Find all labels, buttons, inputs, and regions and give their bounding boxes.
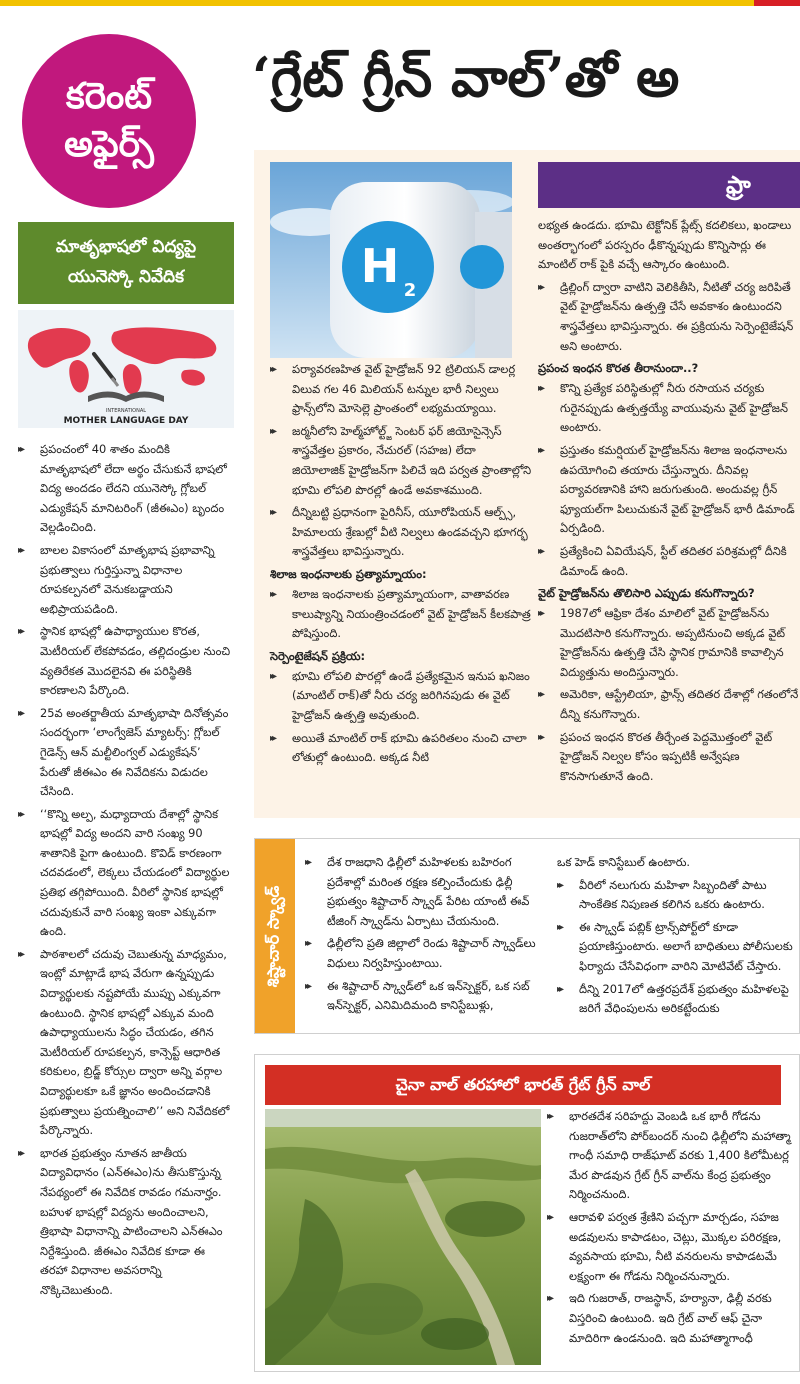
bullet-point: ▸▸ ప్రపంచంలో 40 శాతం మందికి మాతృభాషలో లేదా అర్థం చేసుకునే భాషలో విద్య అందడం లేదని యునెస్కో గ్లోబల్ ఎడ్యుకేషన్ మానిటరింగ్ (జీఈఎం) బృందం వెల్లడించింది. [18, 440, 234, 538]
image-caption-big: MOTHER LANGUAGE DAY [63, 416, 189, 426]
hydrogen-tank-photo [270, 162, 512, 358]
bullet-point: ▸▸ ఇది గుజరాత్, రాజస్థాన్, హర్యానా, ఢిల్లీ వరకు విస్తరించి ఉంటుంది. ఇది గ్రేట్ వాల్ ఆఫ్ చైనా మాదిరిగా ఉండనుంది. ఇది మహాత్మాగాంధీ [547, 1289, 797, 1348]
shishtachar-tab-label: శిష్టాచార్ స్క్వాడ్ [263, 885, 283, 987]
bullet-point: ▸▸ స్థానిక భాషల్లో ఉపాధ్యాయుల కొరత, మెటీరియల్ లేకపోవడం, తల్లిదండ్రుల నుంచి వ్యతిరేకత మొదలైనవి ఈ పరిస్థితికి కారణాలని పేర్కొంది. [18, 622, 234, 700]
bullet-point: ▸▸ 1987లో ఆఫ్రికా దేశం మాలిలో వైట్ హైడ్రోజన్‌ను మొదటిసారి కనుగొన్నారు. అప్పటినుంచి అక్కడ వైట్ హైడ్రోజన్‌ను ఉత్పత్తి చేసి స్థానిక గ్రామానికి కావాల్సిన విద్యుత్తును అందిస్తున్నారు. [538, 604, 800, 682]
bullet-point: ▸▸ ‘‘కొన్ని అల్ప, మధ్యాదాయ దేశాల్లో స్థానిక భాషల్లో విద్య అందని వారి సంఖ్య 90 శాతానికి పైగా ఉంటుంది. కొవిడ్ కారణంగా చదవడంలో, లెక్కలు చేయడంలో విద్యార్థుల ప్రతిభ తగ్గిపోయింది. వీరిలో స్థానిక భాషల్లో చదువుకునే వారి సంఖ్య ఇంకా ఎక్కువగా ఉంది. [18, 805, 234, 942]
world-map-icon [18, 310, 234, 428]
bullet-point: ▸▸ పర్యావరణహిత వైట్ హైడ్రోజన్ 92 ట్రిలియన్ డాలర్ల విలువ గల 46 మిలియన్ టన్నుల భారీ నిల్వలు ఫ్రాన్స్‌లోని మోసెల్లె ప్రాంతంలో లభ్యమయ్యాయి. [270, 360, 532, 419]
white-hydrogen-article [254, 150, 800, 818]
unesco-report-header [18, 222, 234, 304]
bullet-point: ▸▸ జర్మనీలోని హెల్మ్‌హోల్ట్జ్ సెంటర్ ఫర్ జియోసైన్సెస్ శాస్త్రవేత్తల ప్రకారం, నేచురల్ (సహజ) లేదా జియోలాజిక్ హైడ్రోజన్‌గా పిలిచే ఇది పర్వత ప్రాంతాల్లోని భూమి లోపలి పొరల్లో ఉండే అవకాశముంది. [270, 422, 532, 500]
top-color-stripe [0, 0, 800, 6]
bullet-point: ▸▸ దీన్ని 2017లో ఉత్తరప్రదేశ్ ప్రభుత్వం మహిళలపై జరిగే వేధింపులను అరికట్టేందుకు [557, 980, 800, 1019]
bullet-point: ▸▸ భూమి లోపలి పొరల్లో ఉండే ప్రత్యేకమైన ఇనుప ఖనిజం (మాంటిల్ రాక్)తో నీరు చర్య జరిగినపుడు ఈ వైట్ హైడ్రోజన్ ఉత్పత్తి అవుతుంది. [270, 667, 532, 726]
article-column-1 [270, 360, 532, 771]
bullet-point: ▸▸ ఢిల్లీలోని ప్రతి జిల్లాలో రెండు శిష్టాచార్ స్క్వాడ్‌లు విధులు నిర్వహిస్తుంటాయి. [305, 934, 551, 973]
paragraph: లభ్యత ఉండదు. భూమి టెక్టోనిక్ ప్లేట్స్ కదలికలు, ఖండాలు అంతర్భాగంలో పరస్పరం ఢీకొన్నప్పుడు కొన్నిసార్లు ఈ మాంటిల్ రాక్ పైకి వచ్చే ఆస్కారం ఉంటుంది. [538, 218, 792, 272]
bullet-point: ▸▸ దీన్నిబట్టి ప్రధానంగా పైరినీస్, యూరోపియన్ ఆల్ప్స్, హిమాలయ శ్రేణుల్లో వీటి నిల్వలు ఉండవచ్చని భూగర్భ శాస్త్రవేత్తలు భావిస్తున్నారు. [270, 503, 532, 562]
bullet-point: ▸▸ ప్రత్యేకించి ఏవియేషన్, స్టీల్ తదితర పరిశ్రమల్లో దీనికి డిమాండ్ ఉంది. [538, 542, 800, 581]
green-wall-banner: చైనా వాల్ తరహాలో భారత్ గ్రేట్ గ్రీన్ వాల్ [265, 1065, 781, 1105]
top-red-accent [754, 0, 800, 6]
bullet-point: ▸▸ ప్రపంచ ఇంధన కొరత తీర్చేంత పెద్దమొత్తంలో వైట్ హైడ్రోజన్ నిల్వల కోసం ఇప్పటికీ అన్వేషణ కొనసాగుతూనే ఉంది. [538, 728, 800, 787]
bullet-point: ▸▸ పాఠశాలలో చదువు చెబుతున్న మాధ్యమం, ఇంట్లో మాట్లాడే భాష వేరుగా ఉన్నప్పుడు విద్యార్థులకు నష్టపోయే ముప్పు ఎక్కువగా ఉంటుంది. స్థానిక భాషల్లో ఎక్కువ మంది ఉపాధ్యాయులను సిద్ధం చేయడం, తగిన మెటీరియల్ రూపకల్పన, కాన్సెప్ట్ ఆధారిత కరికులం, బ్రిడ్జ్ కోర్సుల ద్వారా అన్ని వర్గాల విద్యార్థులకూ ఒకే జ్ఞానం అందించడానికి ప్రభుత్వాలు ప్రయత్నించాలి’’ అని నివేదికలో పేర్కొన్నారు. [18, 945, 234, 1141]
badge-line-1: కరెంట్ [65, 76, 153, 117]
article-column-2 [538, 216, 800, 789]
svg-text:H: H [360, 239, 400, 293]
subheading: ప్రపంచ ఇంధన కొరత తీరానుందా..? [538, 361, 699, 376]
bullet-point: ▸▸ ఆరావళి పర్వత శ్రేణిని పచ్చగా మార్చడం, సహజ అడవులను కాపాడటం, చెట్లు, మొక్కల పరిరక్షణ, వ్యవసాయ భూమి, నీటి వనరులను కాపాడటమే లక్ష్యంగా ఈ గోడను నిర్మించనున్నారు. [547, 1208, 797, 1286]
hydrogen-tank-icon [270, 162, 512, 358]
shishtachar-squad-article [254, 838, 800, 1034]
bullet-point: ▸▸ శిలాజ ఇంధనాలకు ప్రత్యామ్నాయంగా, వాతావరణ కాలుష్యాన్ని నియంత్రించడంలో వైట్ హైడ్రోజన్ కీలకపాత్ర పోషిస్తుంది. [270, 585, 532, 644]
header-line-1: మాతృభాషలో విద్యపై [55, 237, 197, 257]
section-tag: ఫ్రా [538, 162, 800, 208]
bullet-point: ▸▸ దేశ రాజధాని ఢిల్లీలో మహిళలకు బహిరంగ ప్రదేశాల్లో మరింత రక్షణ కల్పించేందుకు ఢిల్లీ ప్రభుత్వం శిష్టాచార్ స్క్వాడ్ పేరిట యాంటీ ఈవ్ టీజింగ్ స్క్వాడ్‌ను ఏర్పాటు చేయనుంది. [305, 853, 551, 931]
shishtachar-column-2 [557, 853, 800, 1022]
subheading: వైట్ హైడ్రోజన్‌ను తొలిసారి ఎప్పుడు కనుగొన్నారు? [538, 586, 755, 601]
green-wall-article [254, 1054, 800, 1372]
svg-text:2: 2 [403, 280, 417, 301]
unesco-report-text [18, 440, 234, 1301]
badge-line-2: అఫైర్స్ [64, 124, 154, 165]
bullet-point: ▸▸ 25వ అంతర్జాతీయ మాతృభాషా దినోత్సవం సందర్భంగా ‘లాంగ్వేజెస్ మ్యాటర్స్: గ్లోబల్ గైడెన్స్ ఆన్ మల్టీలింగ్వల్ ఎడ్యుకేషన్’ పేరుతో జీఈఎం ఈ నివేదికను విడుదల చేసింది. [18, 704, 234, 802]
bullet-point: ▸▸ బాలల వికాసంలో మాతృభాష ప్రభావాన్ని ప్రభుత్వాలు గుర్తిస్తున్నా విధానాల రూపకల్పనలో వెనుకబడ్డాయని అభిప్రాయపడింది. [18, 541, 234, 619]
aravalli-aerial-photo [265, 1109, 541, 1365]
bullet-point: ▸▸ భారత ప్రభుత్వం నూతన జాతీయ విద్యావిధానం (ఎన్ఈఎం)ను తీసుకొస్తున్న నేపథ్యంలో ఈ నివేదిక రావడం గమనార్హం. బహుళ భాషల్లో విద్యను అందించాలని, త్రిభాషా విధానాన్ని పాటించాలని ఎన్ఈఎం నిర్దేశిస్తుంది. జీఈఎం నివేదిక కూడా ఈ తరహా విధానాల అవసరాన్ని నొక్కిచెబుతుంది. [18, 1144, 234, 1301]
paragraph: ఒక హెడ్ కానిస్టేబుల్ ఉంటారు. [557, 855, 691, 869]
bullet-point: ▸▸ ఈ స్క్వాడ్ పబ్లిక్ ట్రాన్స్‌పోర్ట్‌లో కూడా ప్రయాణిస్తుంటారు. అలాగే బాధితులు పోలీసులకు ఫిర్యాదు చేసేవిధంగా వారిని మోటివేట్ చేస్తారు. [557, 918, 800, 977]
bullet-point: ▸▸ కొన్ని ప్రత్యేక పరిస్థితుల్లో నీరు రసాయన చర్యకు గురైనప్పుడు ఉత్పత్తయ్యే వాయువును వైట్ హైడ్రోజన్ అంటారు. [538, 379, 800, 438]
bullet-point: ▸▸ ఈ శిష్టాచార్ స్క్వాడ్‌లో ఒక ఇన్‌స్పెక్టర్, ఒక సబ్ ఇన్‌స్పెక్టర్, ఎనిమిదిమంది కానిస్టేబుళ్లు, [305, 977, 551, 1016]
bullet-point: ▸▸ ప్రస్తుతం కమర్షియల్ హైడ్రోజన్‌ను శిలాజ ఇంధనాలను ఉపయోగించి తయారు చేస్తున్నారు. దీనివల్ల పర్యావరణానికి హాని జరుగుతుంది. అందువల్ల గ్రీన్ ఫ్యూయల్‌గా పిలుచుకునే వైట్ హైడ్రోజన్ భారీ డిమాండ్ ఏర్పడింది. [538, 441, 800, 539]
mother-language-day-image [18, 310, 234, 428]
subheading: సెర్పెంటైజేషన్ ప్రక్రియ: [270, 648, 366, 663]
header-line-2: యునెస్కో నివేదిక [68, 267, 184, 287]
shishtachar-column-1 [305, 853, 551, 1019]
bullet-point: ▸▸ వీరిలో నలుగురు మహిళా సిబ్బందితో పాటు సాంకేతిక నిపుణత కలిగిన ఒకరు ఉంటారు. [557, 876, 800, 915]
image-caption-small: INTERNATIONAL [105, 408, 147, 414]
unesco-report-column [18, 222, 234, 1372]
bullet-point: ▸▸ అమెరికా, ఆస్ట్రేలియా, ఫ్రాన్స్ తదితర దేశాల్లో గతంలోనే దీన్ని కనుగొన్నారు. [538, 685, 800, 724]
page-headline: ‘గ్రేట్ గ్రీన్ వాల్’తో అ [252, 45, 680, 109]
bullet-point: ▸▸ డ్రిల్లింగ్ ద్వారా వాటిని వెలికితీసి, నీటితో చర్య జరిపితే వైట్ హైడ్రోజన్‌ను ఉత్పత్తి చేసే అవకాశం ఉంటుందని శాస్త్రవేత్తలు భావిస్తున్నారు. ఈ ప్రక్రియను సెర్పెంటైజేషన్ అని అంటారు. [538, 278, 800, 356]
current-affairs-badge [22, 34, 196, 208]
green-wall-text [547, 1107, 797, 1351]
landscape-icon [265, 1109, 541, 1365]
bullet-point: ▸▸ భారతదేశ సరిహద్దు వెంబడి ఒక భారీ గోడను గుజరాత్‌లోని పోర్‌బందర్ నుంచి ఢిల్లీలోని మహాత్మా గాంధీ సమాధి రాజ్‌ఘాట్ వరకు 1,400 కిలోమీటర్ల మేర పొడవున గ్రేట్ గ్రీన్ వాల్‌ను కేంద్ర ప్రభుత్వం నిర్మించనుంది. [547, 1107, 797, 1205]
bullet-point: ▸▸ అయితే మాంటిల్ రాక్ భూమి ఉపరితలం నుంచి చాలా లోతుల్లో ఉంటుంది. అక్కడ నీటి [270, 729, 532, 768]
shishtachar-tab [255, 839, 295, 1033]
subheading: శిలాజ ఇంధనాలకు ప్రత్యామ్నాయం: [270, 566, 427, 581]
